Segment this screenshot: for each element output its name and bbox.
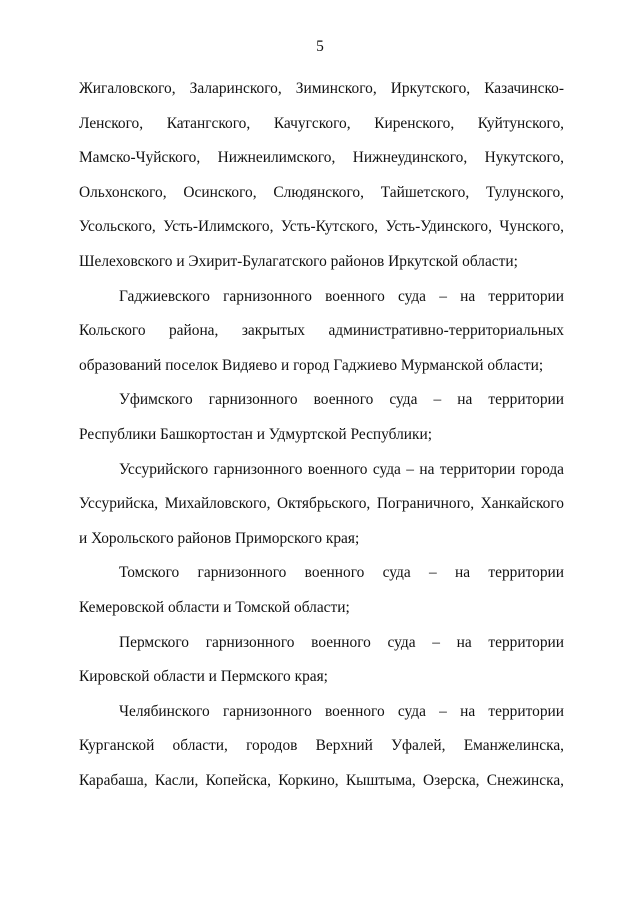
text-line: Уссурийского гарнизонного военного суда – на территории города [119,460,564,478]
text-line: Пермского гарнизонного военного суда – на территории [119,633,564,651]
text-line: Карабаша, Касли, Копейска, Коркино, Кыштыма, Озерска, Снежинска, [79,771,564,789]
text-line: Мамско-Чуйского, Нижнеилимского, Нижнеудинского, Нукутского, [79,149,564,167]
text-line: Республики Башкортостан и Удмуртской Республики; [79,425,433,443]
text-line: Томского гарнизонного военного суда – на территории [119,564,564,582]
text-line: Шелеховского и Эхирит-Булагатского районов Иркутской области; [79,252,518,270]
text-line: Ольхонского, Осинского, Слюдянского, Тайшетского, Тулунского, [79,183,564,201]
page-number: 5 [316,38,324,55]
text-line: Ленского, Катангского, Качугского, Киренского, Куйтунского, [79,114,564,132]
text-line: Жигаловского, Заларинского, Зиминского, Иркутского, Казачинско- [79,80,564,97]
text-line: Кировской области и Пермского края; [79,668,328,686]
text-line: Кольского района, закрытых административно-территориальных [79,322,564,340]
text-line: Уссурийска, Михайловского, Октябрьского, Пограничного, Ханкайского [79,495,564,513]
text-line: Кемеровской области и Томской области; [79,598,350,616]
text-line: Челябинского гарнизонного военного суда – на территории [119,702,564,720]
text-line: Усольского, Усть-Илимского, Усть-Кутского, Усть-Удинского, Чунского, [79,218,564,236]
text-line: Уфимского гарнизонного военного суда – на территории [119,391,564,409]
text-line: Курганской области, городов Верхний Уфалей, Еманжелинска, [79,737,564,755]
text-line: Гаджиевского гарнизонного военного суда – на территории [119,287,564,305]
document-body [79,76,564,802]
text-line: и Хорольского районов Приморского края; [79,529,360,547]
text-line: образований поселок Видяево и город Гаджиево Мурманской области; [79,356,544,374]
